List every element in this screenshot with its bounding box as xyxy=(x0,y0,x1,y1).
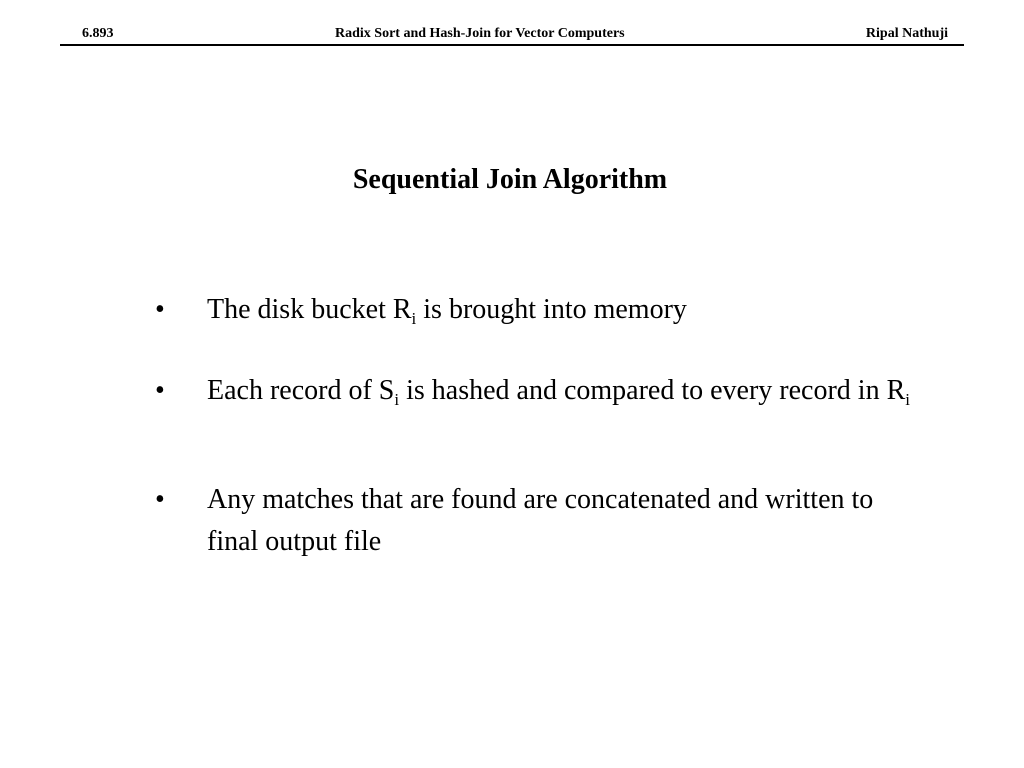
bullet-marker: • xyxy=(155,294,165,325)
bullet-2-subscript-1: i xyxy=(394,390,400,409)
bullet-1-subscript: i xyxy=(411,309,417,328)
slide-title: Sequential Join Algorithm xyxy=(352,164,668,195)
bullet-1-text-part2: is brought into memory xyxy=(416,294,687,325)
bullet-text-3: Any matches that are found are concatenated and written to final output file xyxy=(207,484,874,557)
bullet-marker: • xyxy=(155,484,165,515)
presentation-topic: Radix Sort and Hash-Join for Vector Computers xyxy=(335,26,625,41)
course-number: 6.893 xyxy=(82,26,114,41)
bullet-marker: • xyxy=(155,375,165,406)
bullet-text-1 xyxy=(207,289,915,331)
bullet-2-subscript-2: i xyxy=(905,390,910,409)
bullet-2-text-part1: Each record of S xyxy=(207,375,395,406)
bullet-1-text-part1: The disk bucket R xyxy=(207,294,412,325)
author-name: Ripal Nathuji xyxy=(865,26,948,41)
bullet-2-text-part2: is hashed and compared to every record in R xyxy=(399,375,906,406)
bullet-text-2 xyxy=(207,370,915,412)
